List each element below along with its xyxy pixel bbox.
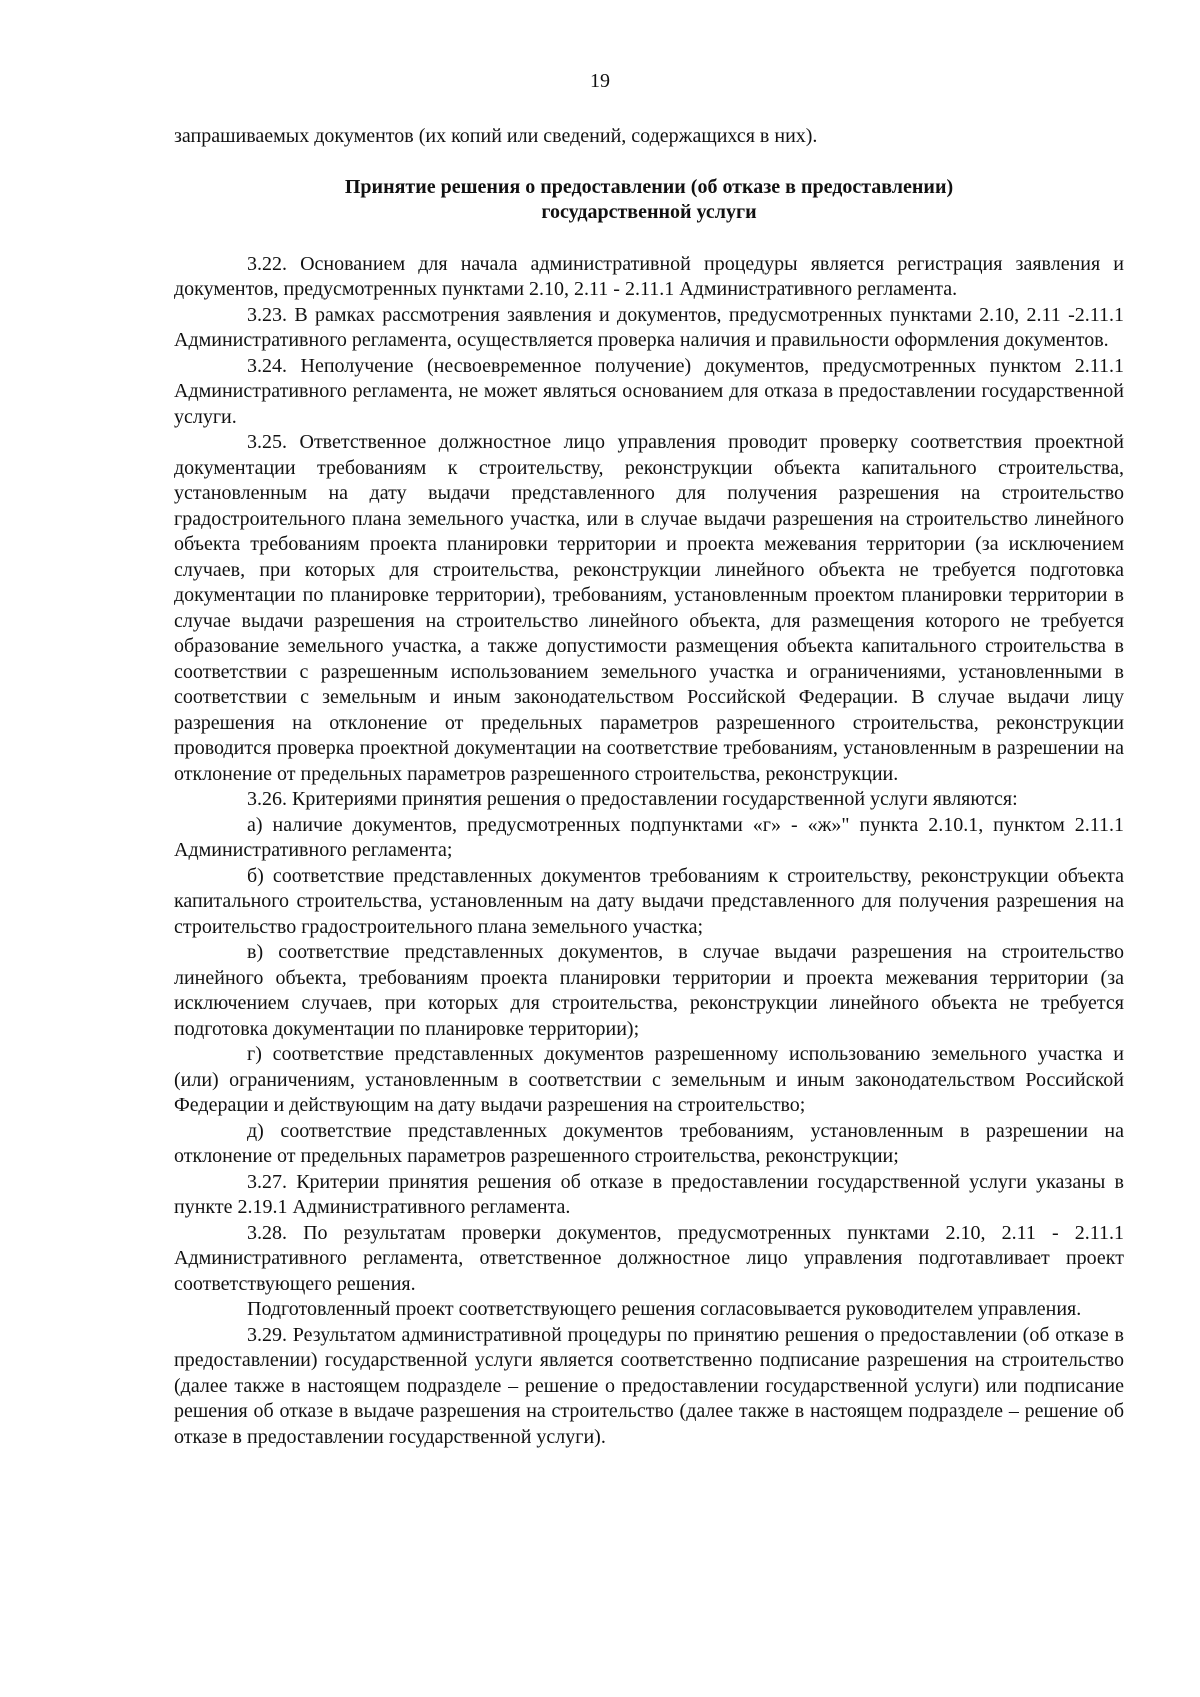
criterion-d: д) соответствие представленных документов требованиям, установленным в разрешении на отклонение от предельных параметров разрешенного строительства, реконструкции; bbox=[174, 1119, 1124, 1167]
paragraph-approval: Подготовленный проект соответствующего решения согласовывается руководителем управления. bbox=[247, 1298, 1082, 1320]
criterion-v: в) соответствие представленных документов, в случае выдачи разрешения на строительство линейного объекта, требованиям проекта планировки территории и проекта межевания территории (за исключением случаев, при которых для строительства, реконструкции линейного объекта не требуется подготовка документации по планировке территории); bbox=[174, 941, 1124, 1040]
paragraph-3-27: 3.27. Критерии принятия решения об отказе в предоставлении государственной услуги указаны в пункте 2.19.1 Административного регламента. bbox=[174, 1170, 1124, 1218]
paragraph-3-28: 3.28. По результатам проверки документов, предусмотренных пунктами 2.10, 2.11 - 2.11.1 Административного регламента, ответственное должностное лицо управления подготавливает проект соответствующего решения. bbox=[174, 1221, 1124, 1295]
paragraph-3-25: 3.25. Ответственное должностное лицо управления проводит проверку соответствия проектной документации требованиям к строительству, реконструкции объекта капитального строительства, установленным на дату выдачи представленного для получения разрешения на строительство градостроительного плана земельного участка, или в случае выдачи разрешения на строительство линейного объекта требованиям проекта планировки территории и проекта межевания территории (за исключением случаев, при которых для строительства, реконструкции линейного объекта не требуется подготовка документации по планировке территории), требованиям, установленным проектом планировки территории в случае выдачи разрешения на строительство линейного объекта, для размещения которого не требуется образование земельного участка, а также допустимости размещения объекта капитального строительства в соответствии с разрешенным использованием земельного участка и ограничениями, установленными в соответствии с земельным и иным законодательством Российской Федерации. В случае выдачи лицу разрешения на отклонение от предельных параметров разрешенного строительства, реконструкции проводится проверка проектной документации на соответствие требованиям, установленным в разрешении на отклонение от предельных параметров разрешенного строительства, реконструкции. bbox=[174, 431, 1124, 785]
document-body bbox=[174, 124, 1124, 1450]
criterion-a: а) наличие документов, предусмотренных подпунктами «г» - «ж»" пункта 2.10.1, пунктом 2.11.1 Административного регламента; bbox=[174, 813, 1124, 861]
paragraph-3-23: 3.23. В рамках рассмотрения заявления и документов, предусмотренных пунктами 2.10, 2.11 -2.11.1 Административного регламента, осуществляется проверка наличия и правильности оформления документов. bbox=[174, 303, 1124, 351]
paragraph-3-26: 3.26. Критериями принятия решения о предоставлении государственной услуги являются: bbox=[247, 788, 1018, 810]
criterion-g: г) соответствие представленных документов разрешенному использованию земельного участка и (или) ограничениям, установленным в соответствии с земельным и иным законодательством Российской Федерации и действующим на дату выдачи разрешения на строительство; bbox=[174, 1043, 1124, 1116]
page-number: 19 bbox=[590, 70, 610, 92]
paragraph-3-29: 3.29. Результатом административной процедуры по принятию решения о предоставлении (об отказе в предоставлении) государственной услуги является соответственно подписание разрешения на строительство (далее также в настоящем подразделе – решение о предоставлении государственной услуги) или подписание решения об отказе в выдаче разрешения на строительство (далее также в настоящем подразделе – решение об отказе в предоставлении государственной услуги). bbox=[174, 1323, 1124, 1448]
paragraph-3-22: 3.22. Основанием для начала административной процедуры является регистрация заявления и документов, предусмотренных пунктами 2.10, 2.11 - 2.11.1 Административного регламента. bbox=[174, 252, 1124, 300]
section-heading bbox=[174, 175, 1124, 226]
criterion-b: б) соответствие представленных документов требованиям к строительству, реконструкции объекта капитального строительства, установленным на дату выдачи представленного для получения разрешения на строительство градостроительного плана земельного участка; bbox=[174, 864, 1124, 938]
section-heading-line-1: Принятие решения о предоставлении (об отказе в предоставлении) bbox=[344, 175, 954, 198]
paragraph-3-24: 3.24. Неполучение (несвоевременное получение) документов, предусмотренных пунктом 2.11.1 Административного регламента, не может являться основанием для отказа в предоставлении государственной услуги. bbox=[174, 354, 1124, 428]
lead-paragraph: запрашиваемых документов (их копий или сведений, содержащихся в них). bbox=[174, 125, 818, 147]
section-heading-line-2: государственной услуги bbox=[541, 201, 757, 223]
